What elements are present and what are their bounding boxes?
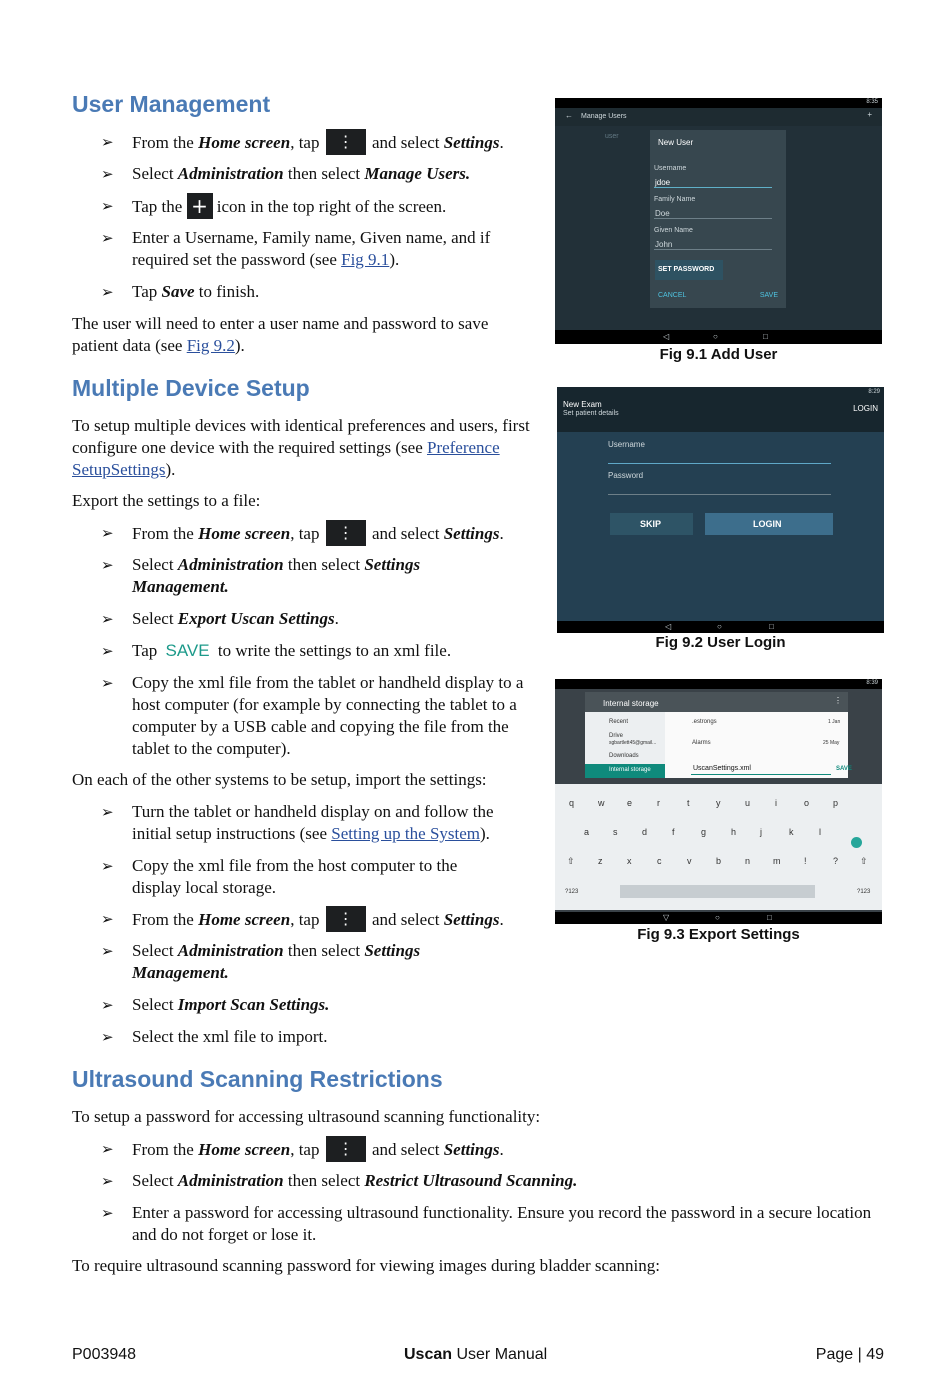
- heading-scanning-restrictions: Ultrasound Scanning Restrictions: [72, 1066, 443, 1092]
- save-button[interactable]: SAVE: [759, 292, 778, 299]
- arrow-bullet-icon: ➢: [101, 283, 114, 301]
- arrow-bullet-icon: ➢: [101, 942, 114, 960]
- arrow-bullet-icon: ➢: [101, 133, 114, 151]
- user-note: The user will need to enter a user name and password to save patient data (see Fig 9.2).: [72, 314, 489, 355]
- arrow-bullet-icon: ➢: [101, 996, 114, 1014]
- footer-page-number: Page | 49: [815, 1346, 884, 1363]
- arrow-bullet-icon: ➢: [101, 229, 114, 247]
- arrow-bullet-icon: ➢: [101, 642, 114, 660]
- nav-bar: ◁ ○ □: [555, 330, 882, 344]
- heading-user-management: User Management: [72, 91, 271, 117]
- fig-9-1-screenshot: 8:35 ← Manage Users + user New User Username jdoe Family Name Doe Given Name John SET PASSWORD CANCEL SAVE ◁ ○ □: [555, 98, 882, 344]
- keyboard: q w e r t y u i o p a s d f g h j k l ⇧ z x c v b n m ! ? ⇧ ?123 ?123: [555, 784, 882, 910]
- file-picker: Internal storage ⋮ Recent Drive sgbartlett45@gmail... Downloads Internal storage .estrongs 1 Jan Alarms 25 May UscanSettings.xml SAVE: [585, 692, 848, 778]
- set-password-button[interactable]: SET PASSWORD: [655, 260, 723, 280]
- login-action[interactable]: LOGIN: [853, 404, 878, 413]
- plus-icon: +: [187, 193, 213, 219]
- overflow-menu-icon: ⋮: [326, 1136, 366, 1162]
- cancel-button[interactable]: CANCEL: [658, 292, 687, 299]
- fig-9-1-caption: Fig 9.1 Add User: [659, 346, 778, 363]
- fig-9-3-caption: Fig 9.3 Export Settings: [637, 926, 800, 943]
- arrow-bullet-icon: ➢: [101, 1204, 114, 1222]
- export-intro: Export the settings to a file:: [72, 491, 261, 510]
- arrow-bullet-icon: ➢: [101, 556, 114, 574]
- footer-title: Uscan User Manual: [404, 1346, 548, 1363]
- arrow-bullet-icon: ➢: [101, 1172, 114, 1190]
- password-field[interactable]: [608, 494, 831, 495]
- fig-9-3-screenshot: 8:39 Internal storage ⋮ Recent Drive sgbartlett45@gmail... Downloads Internal storage .estrongs 1 Jan Alarms 25 May UscanSettings.xml SAVE q w e r t y u i o p a s d f g h j k l ⇧ z x c v b n m ! ? ⇧ ?123 ?123 ▽ ○ □: [555, 679, 882, 924]
- skip-button[interactable]: SKIP: [610, 513, 693, 535]
- setting-up-system-link[interactable]: Setting up the System: [331, 824, 480, 843]
- save-button[interactable]: SAVE: [836, 766, 852, 772]
- arrow-bullet-icon: ➢: [101, 910, 114, 928]
- import-intro: On each of the other systems to be setup, import the settings:: [72, 770, 487, 789]
- space-bar[interactable]: [620, 885, 815, 898]
- enter-key[interactable]: [851, 837, 862, 848]
- overflow-menu-icon: ⋮: [326, 129, 366, 155]
- overflow-menu-icon: ⋮: [326, 906, 366, 932]
- arrow-bullet-icon: ➢: [101, 1140, 114, 1158]
- fig-9-2-screenshot: 8:29 New Exam Set patient details LOGIN Username Password SKIP LOGIN ◁ ○ □: [557, 387, 884, 633]
- username-field[interactable]: [608, 463, 831, 464]
- save-button-reference: SAVE: [165, 641, 210, 660]
- overflow-menu-icon: ⋮: [326, 520, 366, 546]
- arrow-bullet-icon: ➢: [101, 610, 114, 628]
- multiple-device-intro: To setup multiple devices with identical preferences and users, first configure one device with the required settings (see Preference SetupSettings).: [72, 416, 530, 479]
- heading-multiple-device-setup: Multiple Device Setup: [72, 375, 310, 401]
- fig-9-2-link[interactable]: Fig 9.2: [186, 336, 235, 355]
- restrictions-intro: To setup a password for accessing ultrasound scanning functionality:: [72, 1107, 541, 1126]
- nav-bar: ◁ ○ □: [557, 621, 884, 633]
- login-button[interactable]: LOGIN: [705, 513, 833, 535]
- filename-field[interactable]: UscanSettings.xml: [693, 765, 751, 772]
- restrictions-closing: To require ultrasound scanning password for viewing images during bladder scanning:: [72, 1256, 661, 1275]
- arrow-bullet-icon: ➢: [101, 803, 114, 821]
- footer-doc-id: P003948: [72, 1346, 137, 1363]
- fig-9-2-caption: Fig 9.2 User Login: [655, 634, 786, 651]
- arrow-bullet-icon: ➢: [101, 674, 114, 692]
- arrow-bullet-icon: ➢: [101, 524, 114, 542]
- arrow-bullet-icon: ➢: [101, 1028, 114, 1046]
- arrow-bullet-icon: ➢: [101, 857, 114, 875]
- arrow-bullet-icon: ➢: [101, 197, 114, 215]
- fig-9-1-link[interactable]: Fig 9.1: [341, 250, 390, 269]
- arrow-bullet-icon: ➢: [101, 165, 114, 183]
- new-user-dialog: New User Username jdoe Family Name Doe Given Name John SET PASSWORD CANCEL SAVE: [650, 130, 786, 308]
- nav-bar: ▽ ○ □: [555, 912, 882, 924]
- preference-setup-link[interactable]: Preference SetupSettings: [72, 438, 500, 479]
